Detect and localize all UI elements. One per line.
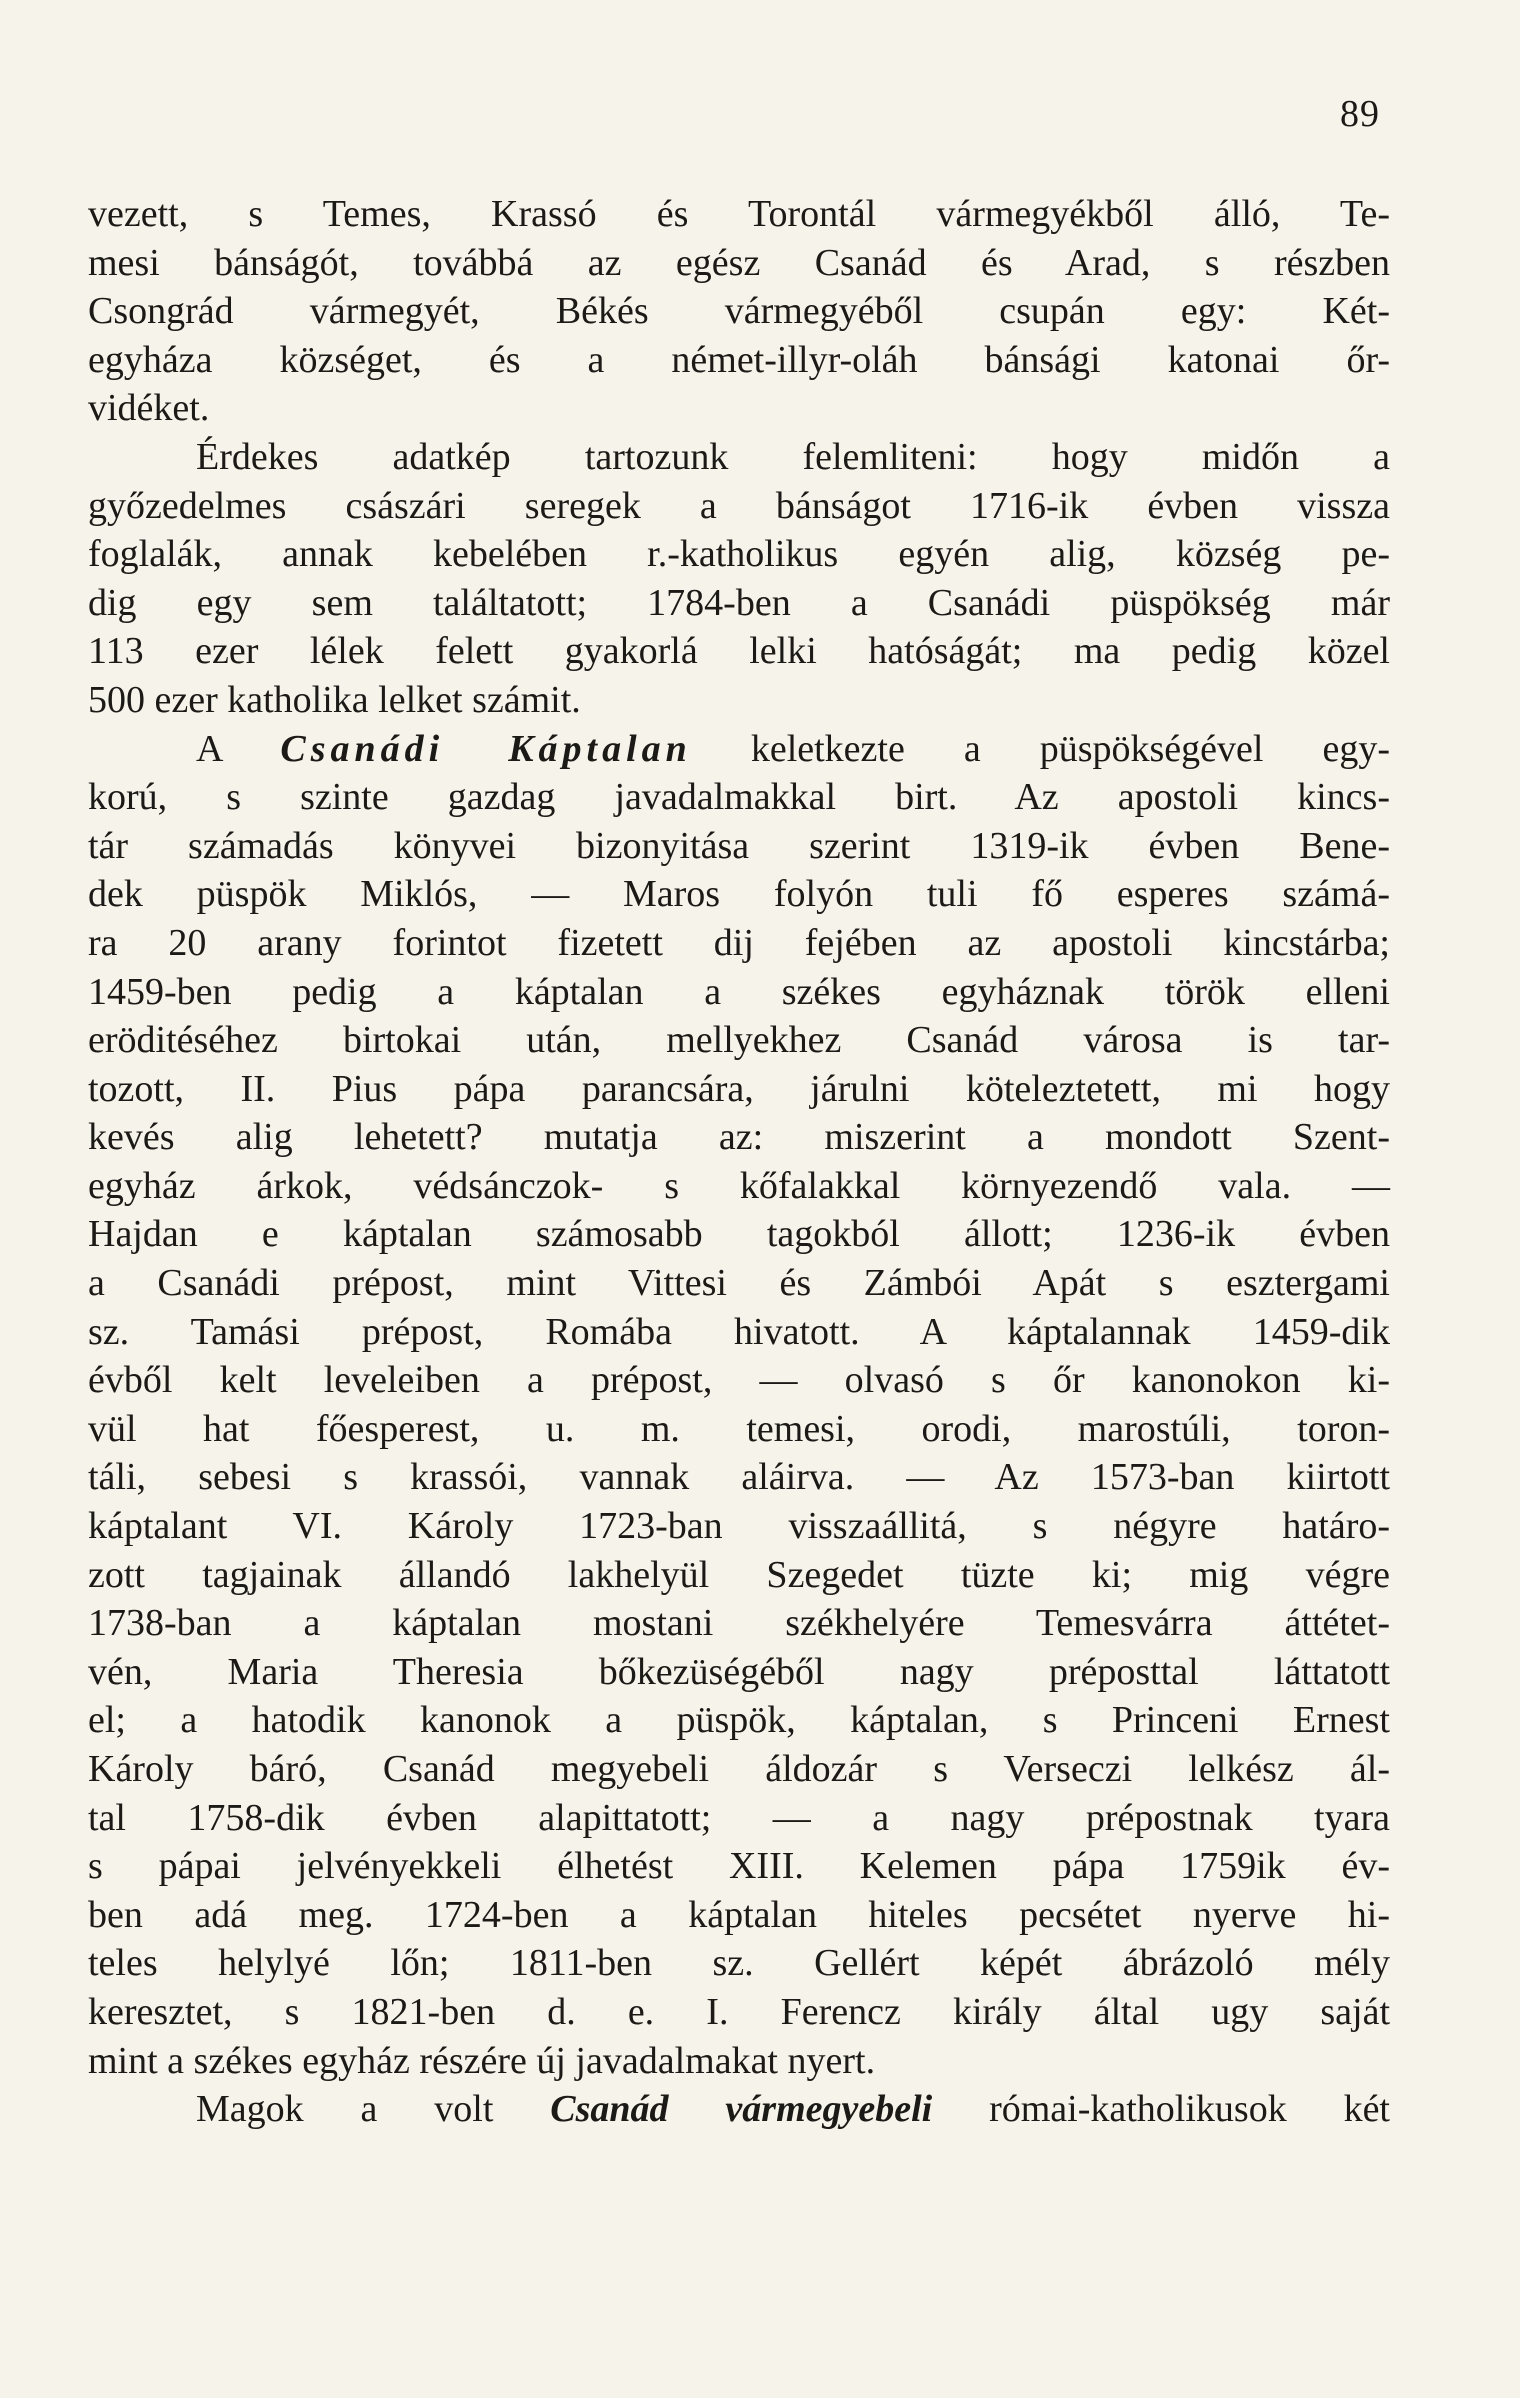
text-line: vezett, s Temes, Krassó és Torontál vármegyékből álló, Te- xyxy=(88,193,1390,235)
line-end: keletkezte a püspökségével egy- xyxy=(691,727,1390,770)
text-line: tár számadás könyvei bizonyitása szerint 1319-ik évben Bene- xyxy=(88,824,1390,867)
text-line: táli, sebesi s krassói, vannak aláirva. — Az 1573-ban kiirtott xyxy=(88,1456,1390,1499)
text-line: mesi bánságót, továbbá az egész Csanád és Arad, s részben xyxy=(88,241,1390,284)
text-line: sz. Tamási prépost, Romába hivatott. A káptalannak 1459-dik xyxy=(88,1310,1390,1353)
text-line: tozott, II. Pius pápa parancsára, járulni köteleztetett, mi hogy xyxy=(88,1067,1390,1110)
text-line: tal 1758-dik évben alapittatott; — a nagy prépostnak tyara xyxy=(88,1796,1390,1839)
text-line: vül hat főesperest, u. m. temesi, orodi, marostúli, toron- xyxy=(88,1407,1390,1450)
page-number: 89 xyxy=(1340,93,1380,135)
text-line: foglalák, annak kebelében r.-katholikus egyén alig, község pe- xyxy=(88,533,1390,576)
text-line: ra 20 arany forintot fizetett dij fejében az apostoli kincstárba; xyxy=(88,921,1390,964)
text-line: teles helylyé lőn; 1811-ben sz. Gellért képét ábrázoló mély xyxy=(88,1942,1390,1985)
text-line: keresztet, s 1821-ben d. e. I. Ferencz király által ugy saját xyxy=(88,1990,1390,2033)
text-line: egyház árkok, védsánczok- s kőfalakkal környezendő vala. — xyxy=(88,1164,1390,1207)
text-line: győzedelmes császári seregek a bánságot 1716-ik évben vissza xyxy=(88,484,1390,527)
text-line: káptalant VI. Károly 1723-ban visszaállitá, s négyre határo- xyxy=(88,1505,1390,1548)
text-line: vén, Maria Theresia bőkezüségéből nagy préposttal láttatott xyxy=(88,1650,1390,1693)
text-line: egyháza községet, és a német-illyr-oláh bánsági katonai őr- xyxy=(88,338,1390,381)
text-line: 1738-ban a káptalan mostani székhelyére Temesvárra áttétet- xyxy=(88,1602,1390,1645)
text-line: el; a hatodik kanonok a püspök, káptalan, s Princeni Ernest xyxy=(88,1699,1390,1742)
text-line: 113 ezer lélek felett gyakorlá lelki hatóságát; ma pedig közel xyxy=(88,630,1390,673)
line-end: római-katholikusok két xyxy=(932,2088,1390,2131)
text-line: 500 ezer katholika lelket számit. xyxy=(88,678,581,721)
text-line: Károly báró, Csanád megyebeli áldozár s Verseczi lelkész ál- xyxy=(88,1748,1390,1790)
text-line: kevés alig lehetett? mutatja az: miszerint a mondott Szent- xyxy=(88,1116,1390,1159)
emphasis-term: Csanád vármegyebeli xyxy=(550,2088,933,2131)
text-line: vidéket. xyxy=(88,387,210,430)
text-line: korú, s szinte gazdag javadalmakkal birt. Az apostoli kincs- xyxy=(88,776,1390,819)
text-line: zott tagjainak állandó lakhelyül Szegedet tüzte ki; mig végre xyxy=(88,1553,1390,1596)
emphasis-term: Csanádi Káptalan xyxy=(280,727,692,770)
text-line xyxy=(88,2085,1390,2134)
text-line: Hajdan e káptalan számosabb tagokból állott; 1236-ik évben xyxy=(88,1213,1390,1256)
text-line: Csongrád vármegyét, Békés vármegyéből csupán egy: Két- xyxy=(88,290,1390,333)
text-line: dig egy sem találtatott; 1784-ben a Csanádi püspökség már xyxy=(88,581,1390,624)
text-line: Érdekes adatkép tartozunk felemliteni: hogy midőn a xyxy=(196,435,1390,478)
line-start: A xyxy=(196,727,281,770)
text-line: s pápai jelvényekkeli élhetést XIII. Kelemen pápa 1759ik év- xyxy=(88,1845,1390,1888)
text-line: évből kelt leveleiben a prépost, — olvasó s őr kanonokon ki- xyxy=(88,1359,1390,1402)
text-line: 1459-ben pedig a káptalan a székes egyháznak török elleni xyxy=(88,970,1390,1013)
text-line: ben adá meg. 1724-ben a káptalan hiteles pecsétet nyerve hi- xyxy=(88,1893,1390,1936)
text-line: eröditéséhez birtokai után, mellyekhez Csanád városa is tar- xyxy=(88,1019,1390,1062)
text-line: a Csanádi prépost, mint Vittesi és Zámbói Apát s esztergami xyxy=(88,1262,1390,1305)
line-start: Magok a volt xyxy=(196,2088,551,2131)
text-line: dek püspök Miklós, — Maros folyón tuli fő esperes számá- xyxy=(88,873,1390,916)
text-line xyxy=(88,725,1390,774)
body-text xyxy=(88,190,1390,2134)
text-line: mint a székes egyház részére új javadalmakat nyert. xyxy=(88,2039,876,2082)
